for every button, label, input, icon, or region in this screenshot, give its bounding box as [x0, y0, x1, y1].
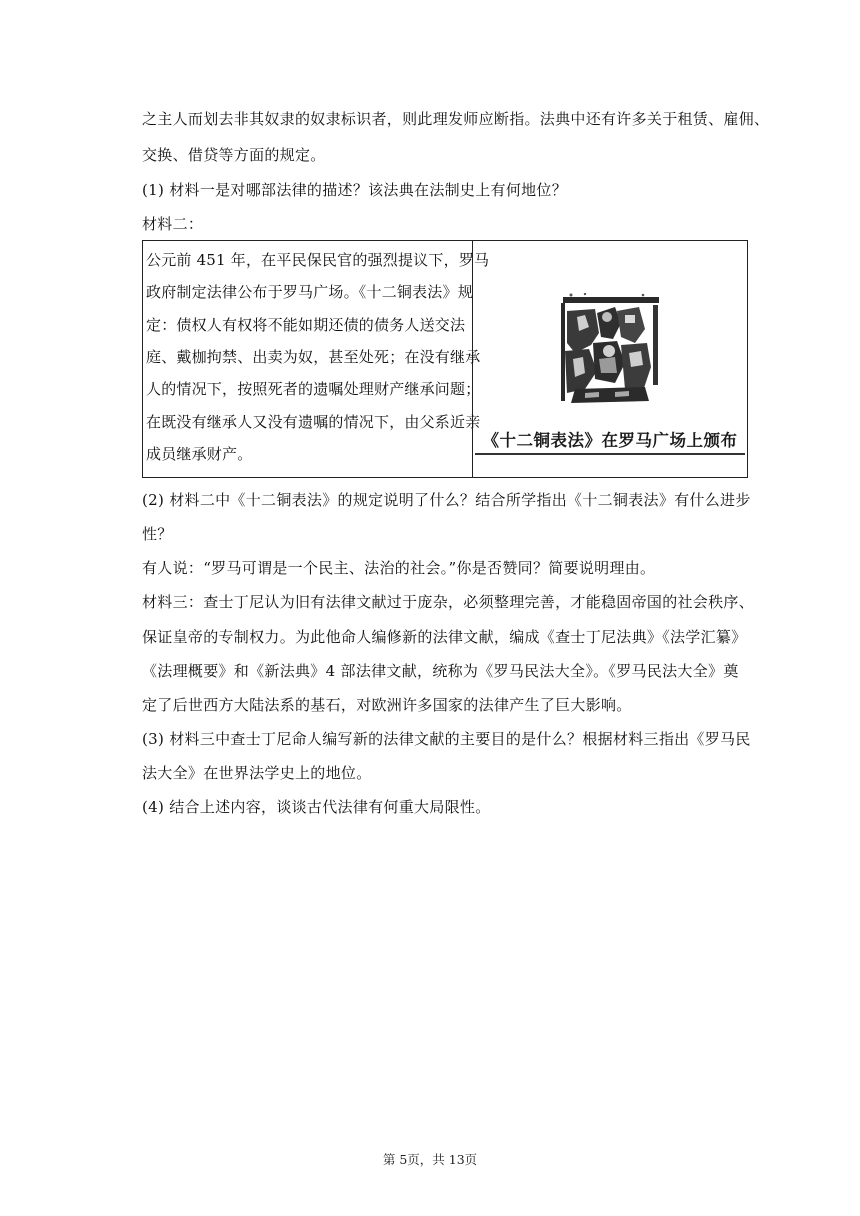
material-two-table [142, 240, 748, 478]
page-footer: 第 5页，共 13页 [382, 1152, 478, 1167]
material-three-line: 材料三：查士丁尼认为旧有法律文献过于庞杂，必须整理完善，才能稳固帝国的社会秩序、 [142, 593, 755, 611]
material-two-figure-cell [473, 241, 747, 477]
material-three-line: 保证皇帝的专制权力。为此他命人编修新的法律文献，编成《查士丁尼法典》《法学汇纂》 [142, 628, 747, 646]
question-3-continued: 法大全》在世界法学史上的地位。 [142, 764, 372, 782]
material-two-text-cell [143, 241, 490, 477]
material-three-line: 《法理概要》和《新法典》4 部法律文献，统称为《罗马民法大全》。《罗马民法大全》奠 [142, 662, 739, 680]
question-3: (3) 材料三中查士丁尼命人编写新的法律文献的主要目的是什么？根据材料三指出《罗马民 [142, 730, 751, 748]
figure-caption-rule [475, 453, 745, 455]
twelve-tables-illustration [555, 293, 665, 405]
material-two-line: 人的情况下，按照死者的遗嘱处理财产继承问题； [146, 380, 481, 398]
text-line-continuation-end: 交换、借贷等方面的规定。 [142, 146, 326, 164]
figure-caption: 《十二铜表法》在罗马广场上颁布 [482, 431, 738, 450]
opinion-question: 有人说：“罗马可谓是一个民主、法治的社会。”你是否赞同？简要说明理由。 [142, 559, 656, 577]
question-2-continued: 性？ [142, 525, 173, 543]
material-two-line: 成员继承财产。 [146, 445, 253, 463]
material-two-line: 定：债权人有权将不能如期还债的债务人送交法 [146, 316, 466, 334]
question-2: (2) 材料二中《十二铜表法》的规定说明了什么？结合所学指出《十二铜表法》有什么进步 [142, 491, 751, 509]
material-two-line: 庭、戴枷拘禁、出卖为奴，甚至处死；在没有继承 [146, 348, 481, 366]
material-two-line: 政府制定法律公布于罗马广场。《十二铜表法》规 [146, 283, 473, 301]
text-line-continuation: 之主人而划去非其奴隶的奴隶标识者，则此理发师应断指。法典中还有许多关于租赁、雇佣、 [142, 110, 770, 128]
question-4: (4) 结合上述内容，谈谈古代法律有何重大局限性。 [142, 798, 491, 816]
material-three-line: 定了后世西方大陆法系的基石，对欧洲许多国家的法律产生了巨大影响。 [142, 696, 632, 714]
material-two-heading: 材料二： [142, 215, 204, 233]
question-1: (1) 材料一是对哪部法律的描述？该法典在法制史上有何地位？ [142, 181, 568, 199]
material-two-line: 在既没有继承人又没有遗嘱的情况下，由父系近亲 [146, 413, 481, 431]
material-two-line: 公元前 451 年，在平民保民官的强烈提议下，罗马 [146, 251, 490, 269]
